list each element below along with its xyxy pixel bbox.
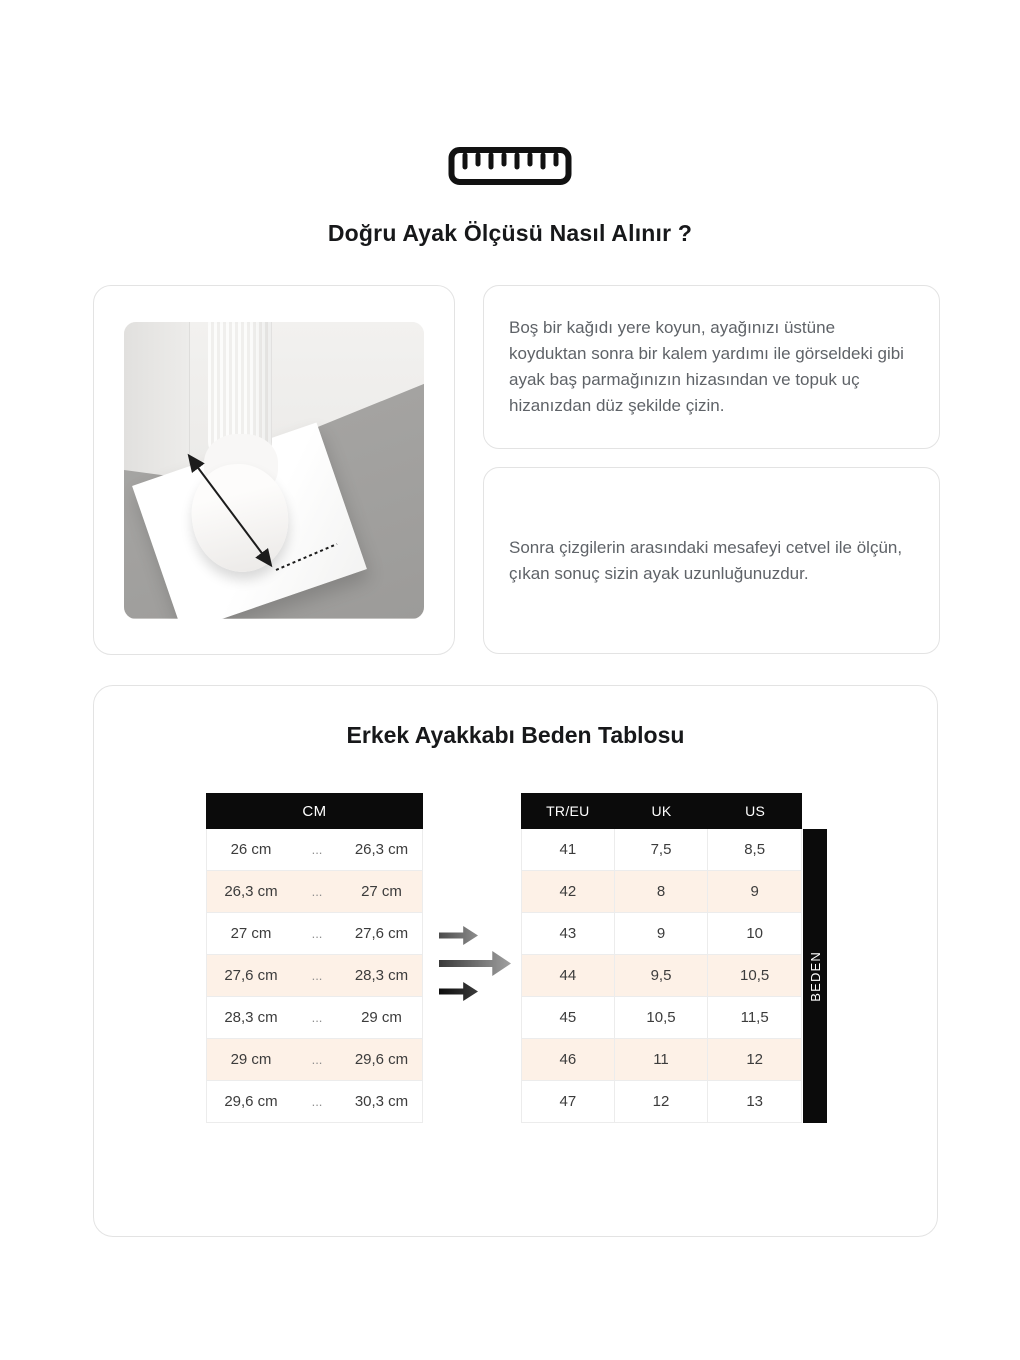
- size-conversion-table: [521, 793, 802, 1123]
- cm-to: 27 cm: [361, 883, 402, 900]
- range-dots: ...: [311, 926, 323, 941]
- beden-side-label: [803, 829, 827, 1123]
- range-dots: ...: [311, 968, 323, 983]
- cell-uk: 11: [615, 1039, 709, 1081]
- range-dots: ...: [311, 1052, 323, 1067]
- cell-tr-eu: 45: [521, 997, 615, 1039]
- size-chart-card: [93, 685, 938, 1237]
- cell-uk: 7,5: [615, 829, 709, 871]
- range-dots: ...: [311, 1010, 323, 1025]
- cell-tr-eu: 47: [521, 1081, 615, 1123]
- header-us: US: [745, 803, 766, 819]
- table-row: [206, 913, 423, 955]
- cell-tr-eu: 41: [521, 829, 615, 871]
- cell-tr-eu: 42: [521, 871, 615, 913]
- instruction-step-1-text: Boş bir kağıdı yere koyun, ayağınızı üstüne koyduktan sonra bir kalem yardımı ile görseldeki gibi ayak baş parmağınızın hizasından ve topuk uç hizanızdan düz şekilde çizin.: [509, 318, 904, 415]
- cell-us: 10: [708, 913, 802, 955]
- cell-us: 12: [708, 1039, 802, 1081]
- cell-uk: 10,5: [615, 997, 709, 1039]
- instruction-step-2-text: Sonra çizgilerin arasındaki mesafeyi cetvel ile ölçün, çıkan sonuç sizin ayak uzunluğunuzdur.: [509, 537, 903, 583]
- foot-photo-card: [93, 285, 455, 655]
- size-table-header-row: [521, 793, 802, 829]
- table-row: [521, 913, 802, 955]
- cm-from: 29,6 cm: [224, 1093, 278, 1110]
- cell-us: 9: [708, 871, 802, 913]
- cm-from: 29 cm: [230, 1051, 272, 1068]
- range-dots: ...: [311, 884, 323, 899]
- table-row: [521, 1039, 802, 1081]
- cm-from: 27,6 cm: [224, 967, 278, 984]
- cell-tr-eu: 44: [521, 955, 615, 997]
- instruction-step-1: [483, 285, 940, 449]
- arrow-long-middle-icon: [439, 951, 511, 976]
- beden-label-text: BEDEN: [807, 950, 823, 1002]
- cell-uk: 9,5: [615, 955, 709, 997]
- cm-to: 28,3 cm: [354, 967, 409, 984]
- header-tr-eu: TR/EU: [546, 803, 590, 819]
- header-uk: UK: [651, 803, 672, 819]
- table-row: [206, 871, 423, 913]
- cell-uk: 9: [615, 913, 709, 955]
- cell-uk: 8: [615, 871, 709, 913]
- ruler-icon: [0, 146, 1020, 191]
- table-row: [206, 955, 423, 997]
- cell-us: 10,5: [708, 955, 802, 997]
- size-chart-title: Erkek Ayakkabı Beden Tablosu: [346, 722, 685, 748]
- range-dots: ...: [311, 1094, 323, 1109]
- cm-to: 29,6 cm: [354, 1051, 409, 1068]
- page-title: Doğru Ayak Ölçüsü Nasıl Alınır ?: [327, 220, 693, 246]
- cell-us: 8,5: [708, 829, 802, 871]
- instruction-step-2: [483, 467, 940, 654]
- table-row: [206, 1081, 423, 1123]
- cell-tr-eu: 46: [521, 1039, 615, 1081]
- table-row: [206, 997, 423, 1039]
- cm-to: 26,3 cm: [354, 841, 409, 858]
- cell-us: 11,5: [708, 997, 802, 1039]
- cell-tr-eu: 43: [521, 913, 615, 955]
- table-row: [521, 955, 802, 997]
- cm-from: 26 cm: [230, 841, 272, 858]
- cell-uk: 12: [615, 1081, 709, 1123]
- table-row: [521, 871, 802, 913]
- instruction-text-column: [483, 285, 940, 655]
- cm-to: 29 cm: [361, 1009, 402, 1026]
- cm-from: 27 cm: [230, 925, 272, 942]
- cell-us: 13: [708, 1081, 802, 1123]
- cm-from: 28,3 cm: [224, 1009, 278, 1026]
- table-row: [521, 1081, 802, 1123]
- arrow-short-top-icon: [439, 926, 478, 945]
- measurement-arrow: [124, 322, 424, 619]
- arrow-short-bottom-icon: [439, 982, 478, 1001]
- mapping-arrows-icon: [439, 926, 511, 1001]
- table-row: [206, 829, 423, 871]
- dashed-toe-line: [276, 544, 337, 570]
- table-row: [521, 997, 802, 1039]
- table-row: [206, 1039, 423, 1081]
- cm-from: 26,3 cm: [224, 883, 278, 900]
- table-row: [521, 829, 802, 871]
- cm-table-header: CM: [206, 793, 423, 829]
- range-dots: ...: [311, 842, 323, 857]
- cm-to: 30,3 cm: [354, 1093, 409, 1110]
- cm-range-table: [206, 793, 423, 1123]
- foot-measurement-photo: [124, 322, 424, 619]
- cm-to: 27,6 cm: [354, 925, 409, 942]
- measurement-instructions-section: [93, 285, 940, 655]
